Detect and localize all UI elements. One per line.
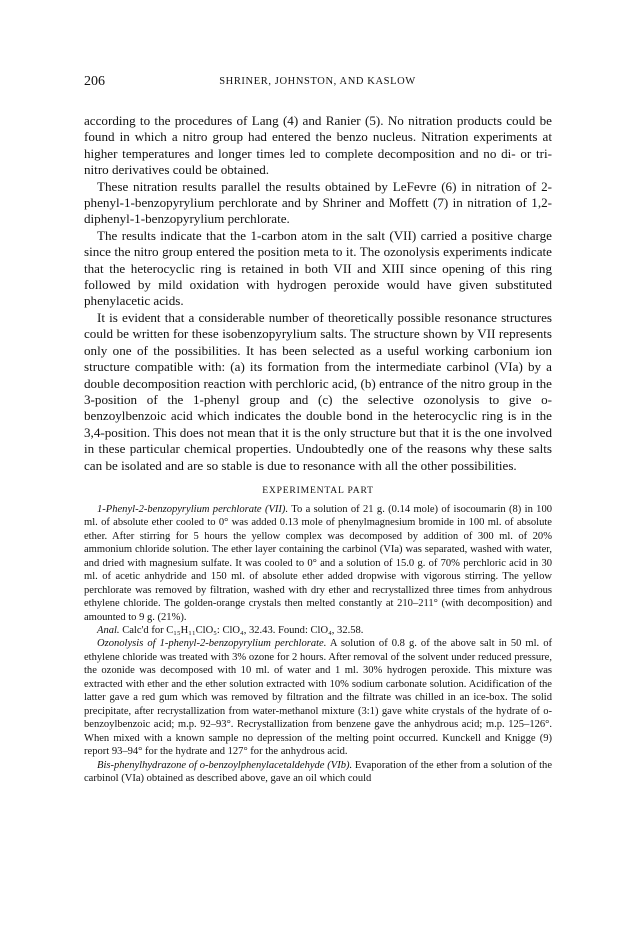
- body-paragraph: It is evident that a considerable number of theoretically possible resonance structures could be written for these isobenzopyrylium salts. The structure shown by VII represents only one of the possibilities. It has been selected as a useful working carbonium ion structure compatible with: (a) its formation from the intermediate carbinol (VIa) by a double decomposition reaction with perchloric acid, (b) entrance of the nitro group in the 3-position of the 1-phenyl group and (c) the selective ozonolysis to give o-benzoylbenzoic acid which indicates the double bond in the heterocyclic ring is in the 3,4-position. This does not mean that it is the only structure but that it is the one involved in these particular chemical properties. Undoubtedly one of the reasons why these salts can be isolated and are so stable is due to resonance with all the other possibilities.: [84, 309, 552, 473]
- experimental-paragraph: [84, 503, 552, 624]
- running-head: SHRINER, JOHNSTON, AND KASLOW: [219, 76, 416, 87]
- experimental-text: Evaporation of the ether from a solution of the carbinol (VIa) obtained as described above, gave an oil which could: [84, 759, 553, 784]
- experimental-text: To a solution of 21 g. (0.14 mole) of isocoumarin (8) in 100 ml. of absolute ether cooled to 0° was added 0.13 mole of phenylmagnesium bromide in 100 ml. of absolute ether. After stirring for 5 hours the yellow complex was decomposed by addition of 300 ml. of 20% ammonium chloride solution. The ether layer containing the carbinol (VIa) was separated, washed with water, and dried with magnesium sulfate. It was cooled to 0° and a solution of 15.0 g. of 70% perchloric acid in 30 ml. of acetic anhydride and 150 ml. of absolute ether added dropwise with vigorous stirring. The yellow perchlorate was removed by filtration, washed with dry ether and recrystallized three times from anhydrous ethylene chloride. The golden-orange crystals then melted constantly at 210–211° (with decomposition) and amounted to 9 g. (21%).: [84, 503, 552, 623]
- experimental-text: Calc'd for C₁₅H₁₁ClO₅: ClO₄, 32.43. Found: ClO₄, 32.58.: [122, 625, 364, 637]
- page-header: [84, 74, 551, 90]
- body-paragraph: These nitration results parallel the results obtained by LeFevre (6) in nitration of 2-phenyl-1-benzopyrylium perchlorate and by Shriner and Moffett (7) in nitration of 1,2-diphenyl-1-benzopyrylium perchlorate.: [84, 178, 552, 227]
- body-paragraph: according to the procedures of Lang (4) and Ranier (5). No nitration products could be found in which a nitro group had entered the benzo nucleus. Nitration experiments at higher temperatures and longer times led to complete decomposition and no di- or tri-nitro derivatives could be obtained.: [84, 113, 552, 178]
- page-number: 206: [84, 74, 105, 89]
- body-paragraph: The results indicate that the 1-carbon atom in the salt (VII) carried a positive charge since the nitro group entered the position meta to it. The ozonolysis experiments indicate that the heterocyclic ring is retained in both VII and XIII since opening of this ring followed by mild oxidation with hydrogen peroxide would have given substituted phenylacetic acids.: [84, 227, 552, 309]
- experimental-title: Ozonolysis of 1-phenyl-2-benzopyrylium perchlorate.: [97, 638, 327, 650]
- experimental-title: Bis-phenylhydrazone of o-benzoylphenylacetaldehyde (VIb).: [97, 759, 353, 771]
- analysis-paragraph: [84, 624, 552, 637]
- experimental-title: Anal.: [97, 625, 120, 637]
- experimental-title: 1-Phenyl-2-benzopyrylium perchlorate (VII).: [97, 503, 289, 515]
- experimental-paragraph: [84, 637, 552, 758]
- section-heading: EXPERIMENTAL PART: [262, 484, 374, 496]
- experimental-paragraph: [84, 759, 552, 786]
- article-body: [84, 113, 552, 785]
- experimental-text: A solution of 0.8 g. of the above salt in 50 ml. of ethylene chloride was treated with 3% ozone for 2 hours. After removal of the solvent under reduced pressure, the ozonide was decomposed with 10 ml. of water and 1 ml. 30% hydrogen peroxide. This mixture was extracted with ether and the ether solution extracted with 10% sodium carbonate solution. Acidification of the latter gave a red gum which was removed by filtration and the filtrate was chilled in an ice-box. The solid precipitate, after recrystallization from water-methanol mixture (3:1) gave white crystals of the hydrate of o-benzoylbenzoic acid; m.p. 92–93°. Recrystallization from benzene gave the anhydrous acid; m.p. 125–126°. When mixed with a known sample no depression of the melting point occurred. Kunckell and Knigge (9) report 93–94° for the hydrate and 127° for the anhydrous acid.: [84, 638, 552, 758]
